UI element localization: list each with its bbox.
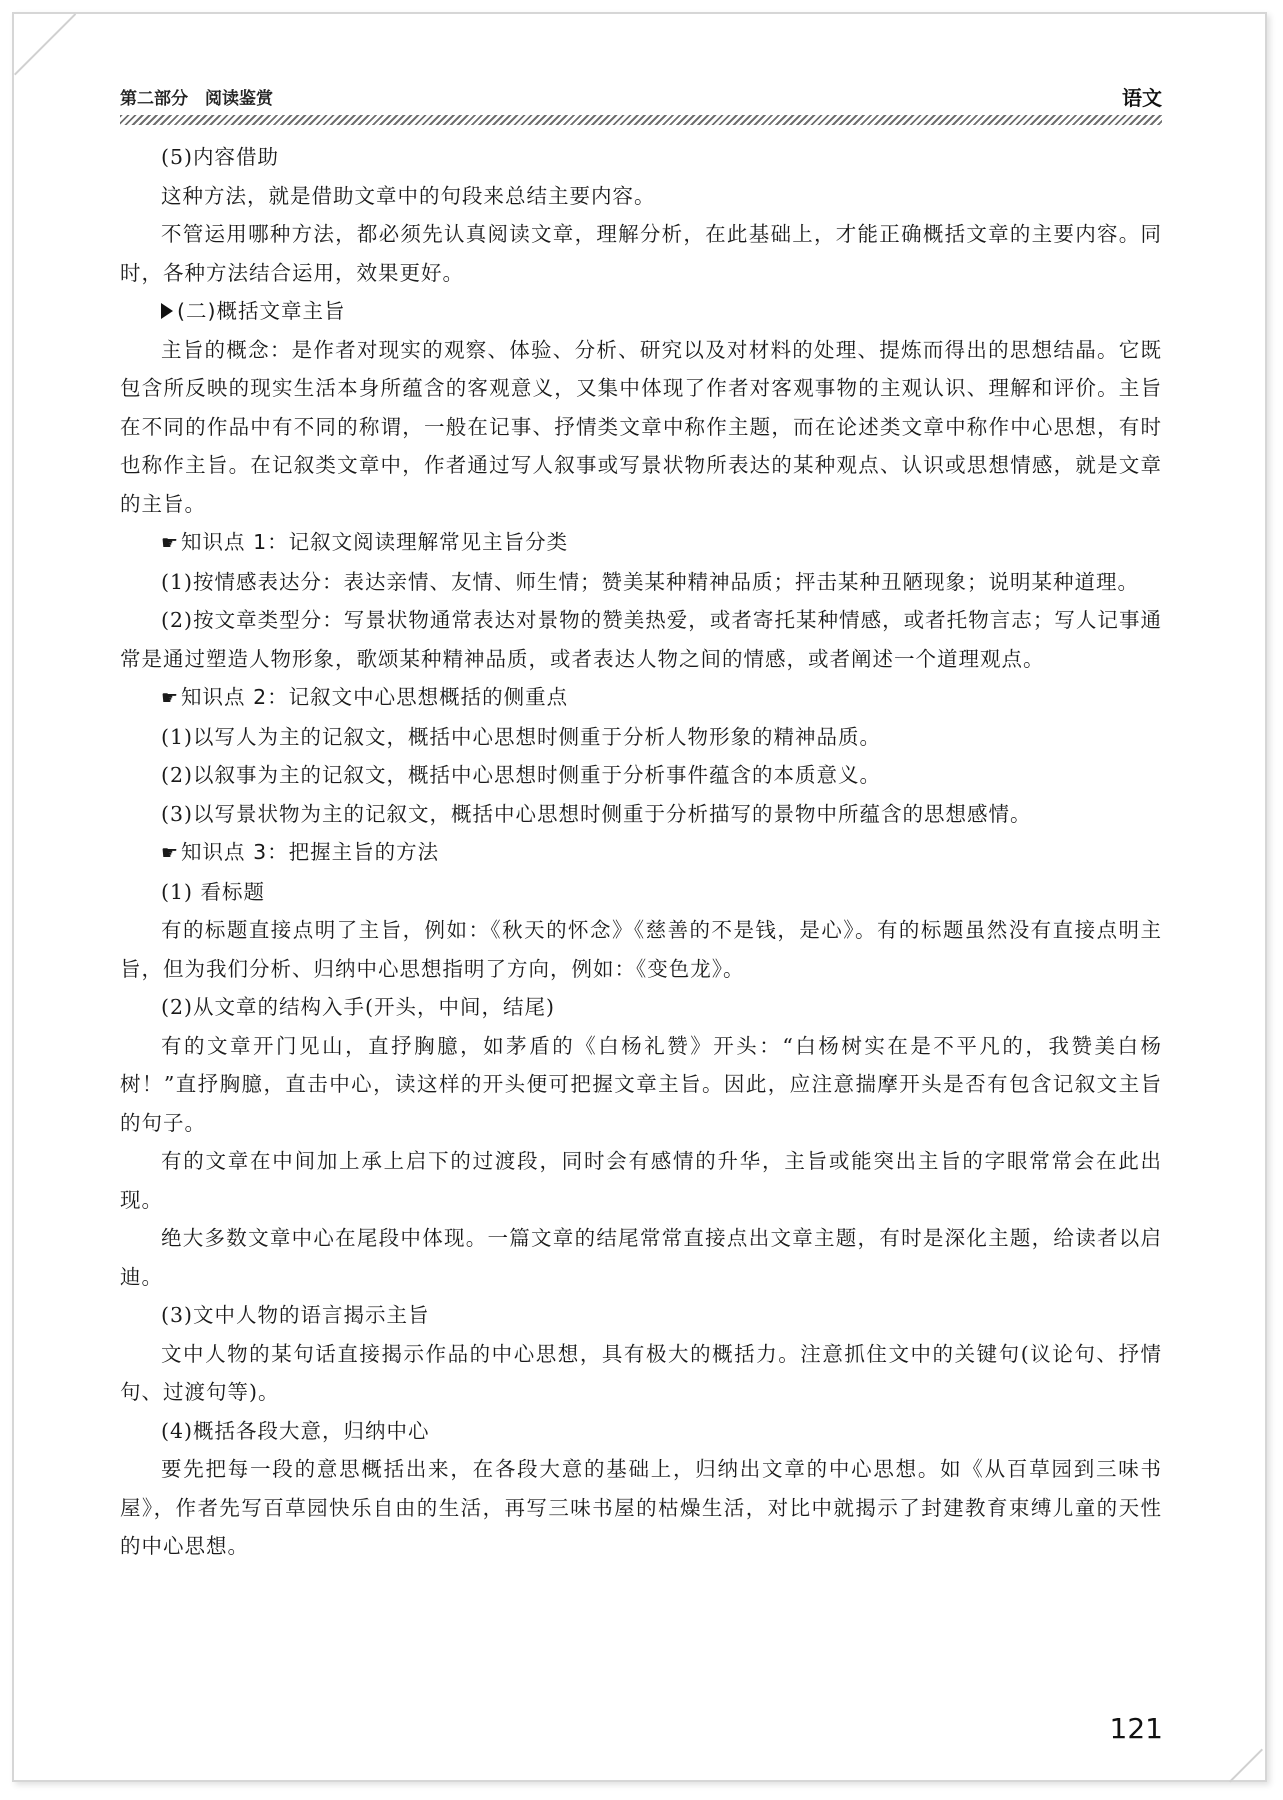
paragraph: 主旨的概念：是作者对现实的观察、体验、分析、研究以及对材料的处理、提炼而得出的思想结晶。它既包含所反映的现实生活本身所蕴含的客观意义，又集中体现了作者对客观事物的主观认识、理解和评价。主旨在不同的作品中有不同的称谓，一般在记事、抒情类文章中称作主题，而在论述类文章中称作中心思想，有时也称作主旨。在记叙类文章中，作者通过写人叙事或写景状物所表达的某种观点、认识或思想情感，就是文章的主旨。	[120, 337, 1162, 516]
knowledge-point-text: 知识点 1：记叙文阅读理解常见主旨分类	[181, 530, 569, 554]
paragraph: (2)以叙事为主的记叙文，概括中心思想时侧重于分析事件蕴含的本质意义。	[161, 763, 882, 787]
paragraph: 要先把每一段的意思概括出来，在各段大意的基础上，归纳出文章的中心思想。如《从百草园到三味书屋》，作者先写百草园快乐自由的生活，再写三味书屋的枯燥生活，对比中就揭示了封建教育束缚儿童的天性的中心思想。	[120, 1457, 1162, 1558]
header-section-title: 第二部分 阅读鉴赏	[120, 89, 273, 109]
pointing-hand-icon: ☛	[161, 842, 180, 864]
paragraph: (3)文中人物的语言揭示主旨	[161, 1303, 430, 1327]
paragraph: 文中人物的某句话直接揭示作品的中心思想，具有极大的概括力。注意抓住文中的关键句(议论句、抒情句、过渡句等)。	[120, 1341, 1162, 1404]
paragraph: 有的文章开门见山，直抒胸臆，如茅盾的《白杨礼赞》开头：“白杨树实在是不平凡的，我赞美白杨树！”直抒胸臆，直击中心，读这样的开头便可把握文章主旨。因此，应注意揣摩开头是否有包含记叙文主旨的句子。	[120, 1033, 1162, 1135]
section-heading	[120, 292, 1162, 331]
page-curl-bottom-right	[1229, 1749, 1263, 1783]
paragraph: (1)按情感表达分：表达亲情、友情、师生情；赞美某种精神品质；抨击某种丑陋现象；说明某种道理。	[161, 569, 1140, 594]
section-heading-text: (二)概括文章主旨	[177, 299, 346, 323]
paragraph: (2)按文章类型分：写景状物通常表达对景物的赞美热爱，或者寄托某种情感，或者托物言志；写人记事通常是通过塑造人物形象，歌颂某种精神品质，或者表达人物之间的情感，或者阐述一个道理观点。	[120, 608, 1162, 671]
knowledge-point-text: 知识点 2：记叙文中心思想概括的侧重点	[181, 685, 569, 709]
paragraph: (1) 看标题	[161, 879, 266, 904]
paragraph: 不管运用哪种方法，都必须先认真阅读文章，理解分析，在此基础上，才能正确概括文章的主要内容。同时，各种方法结合运用，效果更好。	[120, 222, 1162, 285]
paragraph: (3)以写景状物为主的记叙文，概括中心思想时侧重于分析描写的景物中所蕴含的思想感情。	[161, 801, 1032, 826]
page-body	[120, 138, 1162, 1566]
paragraph: 有的文章在中间加上承上启下的过渡段，同时会有感情的升华，主旨或能突出主旨的字眼常常会在此出现。	[120, 1149, 1162, 1212]
running-header	[120, 80, 1162, 110]
paragraph: (1)以写人为主的记叙文，概括中心思想时侧重于分析人物形象的精神品质。	[161, 724, 882, 749]
triangle-bullet-icon	[161, 303, 173, 319]
subheading-content-borrowing: (5)内容借助	[161, 145, 280, 169]
paragraph: 绝大多数文章中心在尾段中体现。一篇文章的结尾常常直接点出文章主题，有时是深化主题，给读者以启迪。	[120, 1226, 1162, 1289]
header-subject: 语文	[1122, 86, 1162, 110]
header-hatched-rule	[120, 115, 1162, 125]
paragraph: 有的标题直接点明了主旨，例如：《秋天的怀念》《慈善的不是钱，是心》。有的标题虽然没有直接点明主旨，但为我们分析、归纳中心思想指明了方向，例如：《变色龙》。	[120, 918, 1162, 981]
paragraph: 这种方法，就是借助文章中的句段来总结主要内容。	[161, 183, 656, 208]
knowledge-point-heading	[120, 678, 1162, 718]
knowledge-point-heading	[120, 523, 1162, 563]
knowledge-point-text: 知识点 3：把握主旨的方法	[181, 840, 440, 864]
knowledge-point-heading	[120, 833, 1162, 873]
pointing-hand-icon: ☛	[161, 687, 180, 709]
paragraph: (2)从文章的结构入手(开头，中间，结尾)	[161, 995, 556, 1019]
paragraph: (4)概括各段大意，归纳中心	[161, 1418, 430, 1443]
page-number: 121	[1109, 1712, 1163, 1745]
pointing-hand-icon: ☛	[161, 532, 180, 554]
